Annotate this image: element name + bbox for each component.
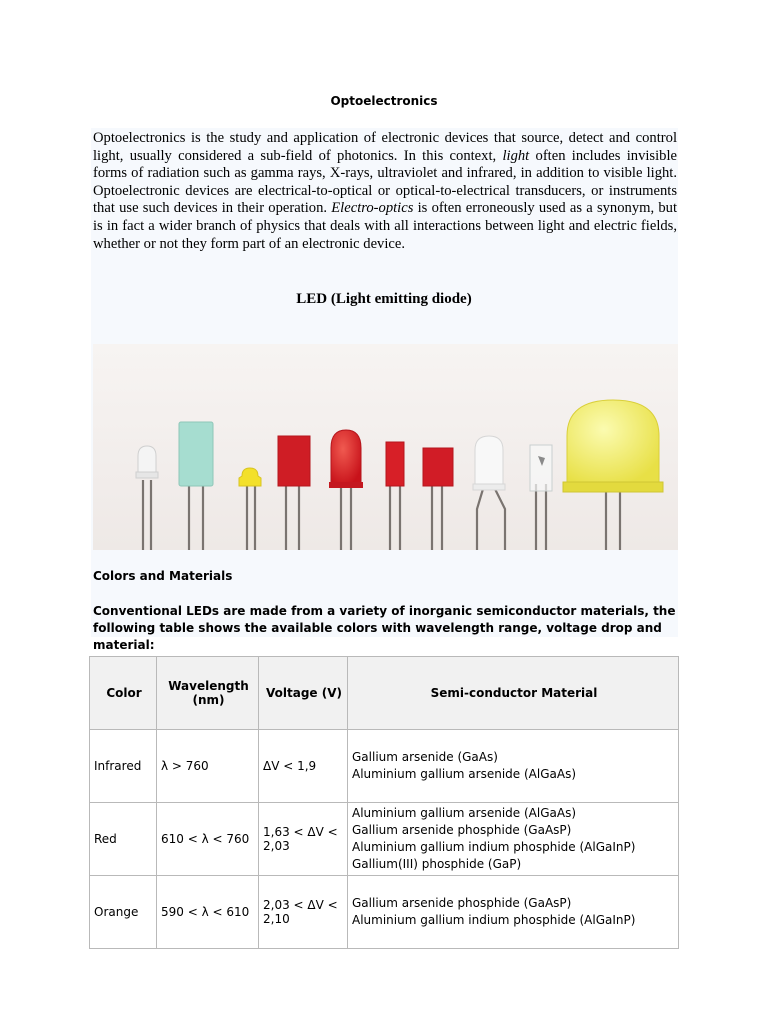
material-line: Gallium arsenide (GaAs): [352, 750, 498, 764]
cell-material: [348, 730, 679, 803]
material-line: Aluminium gallium indium phosphide (AlGaInP): [352, 913, 636, 927]
colors-heading: Colors and Materials: [93, 569, 233, 583]
intro-emphasis-light: light: [502, 147, 530, 164]
material-line: Aluminium gallium indium phosphide (AlGaInP): [352, 840, 636, 854]
materials-table: [89, 656, 679, 949]
intro-text-3: is often erroneously used as a synonym, but is in fact a wider branch of physics that deals with all interactions between light and electric fields, whether or not they form part of an electronic device.: [93, 200, 677, 252]
intro-text-2: often includes invisible forms of radiation such as gamma rays, X-rays, ultraviolet and infrared, in addition to visible light. Optoelectronic devices are electrical-to-optical or optical-to-electrical transducers, or instruments that use such devices in their operation.: [93, 147, 677, 217]
header-wavelength: Wavelength (nm): [157, 657, 259, 730]
material-line: Aluminium gallium arsenide (AlGaAs): [352, 806, 576, 820]
cell-voltage: 2,03 < ΔV < 2,10: [259, 876, 348, 949]
cell-material: [348, 803, 679, 876]
cell-wavelength: 590 < λ < 610: [157, 876, 259, 949]
led-photo: [93, 344, 678, 550]
page-title: Optoelectronics: [330, 94, 438, 108]
cell-color: Infrared: [90, 730, 157, 803]
table-header-row: [90, 657, 679, 730]
header-color: Color: [90, 657, 157, 730]
intro-text-1: Optoelectronics is the study and application of electronic devices that source, detect and control light, usually considered a sub-field of photonics. In this context,: [93, 130, 677, 164]
table-row: [90, 803, 679, 876]
header-voltage: Voltage (V): [259, 657, 348, 730]
cell-material: [348, 876, 679, 949]
material-line: Gallium arsenide phosphide (GaAsP): [352, 896, 572, 910]
header-material: Semi-conductor Material: [348, 657, 679, 730]
material-line: Gallium(III) phosphide (GaP): [352, 857, 522, 871]
cell-voltage: ΔV < 1,9: [259, 730, 348, 803]
cell-color: Orange: [90, 876, 157, 949]
led-heading: LED (Light emitting diode): [296, 291, 472, 307]
cell-wavelength: 610 < λ < 760: [157, 803, 259, 876]
table-row: [90, 730, 679, 803]
cell-wavelength: λ > 760: [157, 730, 259, 803]
cell-color: Red: [90, 803, 157, 876]
material-line: Gallium arsenide phosphide (GaAsP): [352, 823, 572, 837]
intro-paragraph: [93, 130, 677, 253]
material-line: Aluminium gallium arsenide (AlGaAs): [352, 767, 576, 781]
table-intro: Conventional LEDs are made from a variety of inorganic semiconductor materials, the following table shows the available colors with wavelength range, voltage drop and material:: [93, 604, 676, 652]
table-row: [90, 876, 679, 949]
intro-emphasis-electro-optics: Electro-optics: [331, 200, 414, 217]
cell-voltage: 1,63 < ΔV < 2,03: [259, 803, 348, 876]
